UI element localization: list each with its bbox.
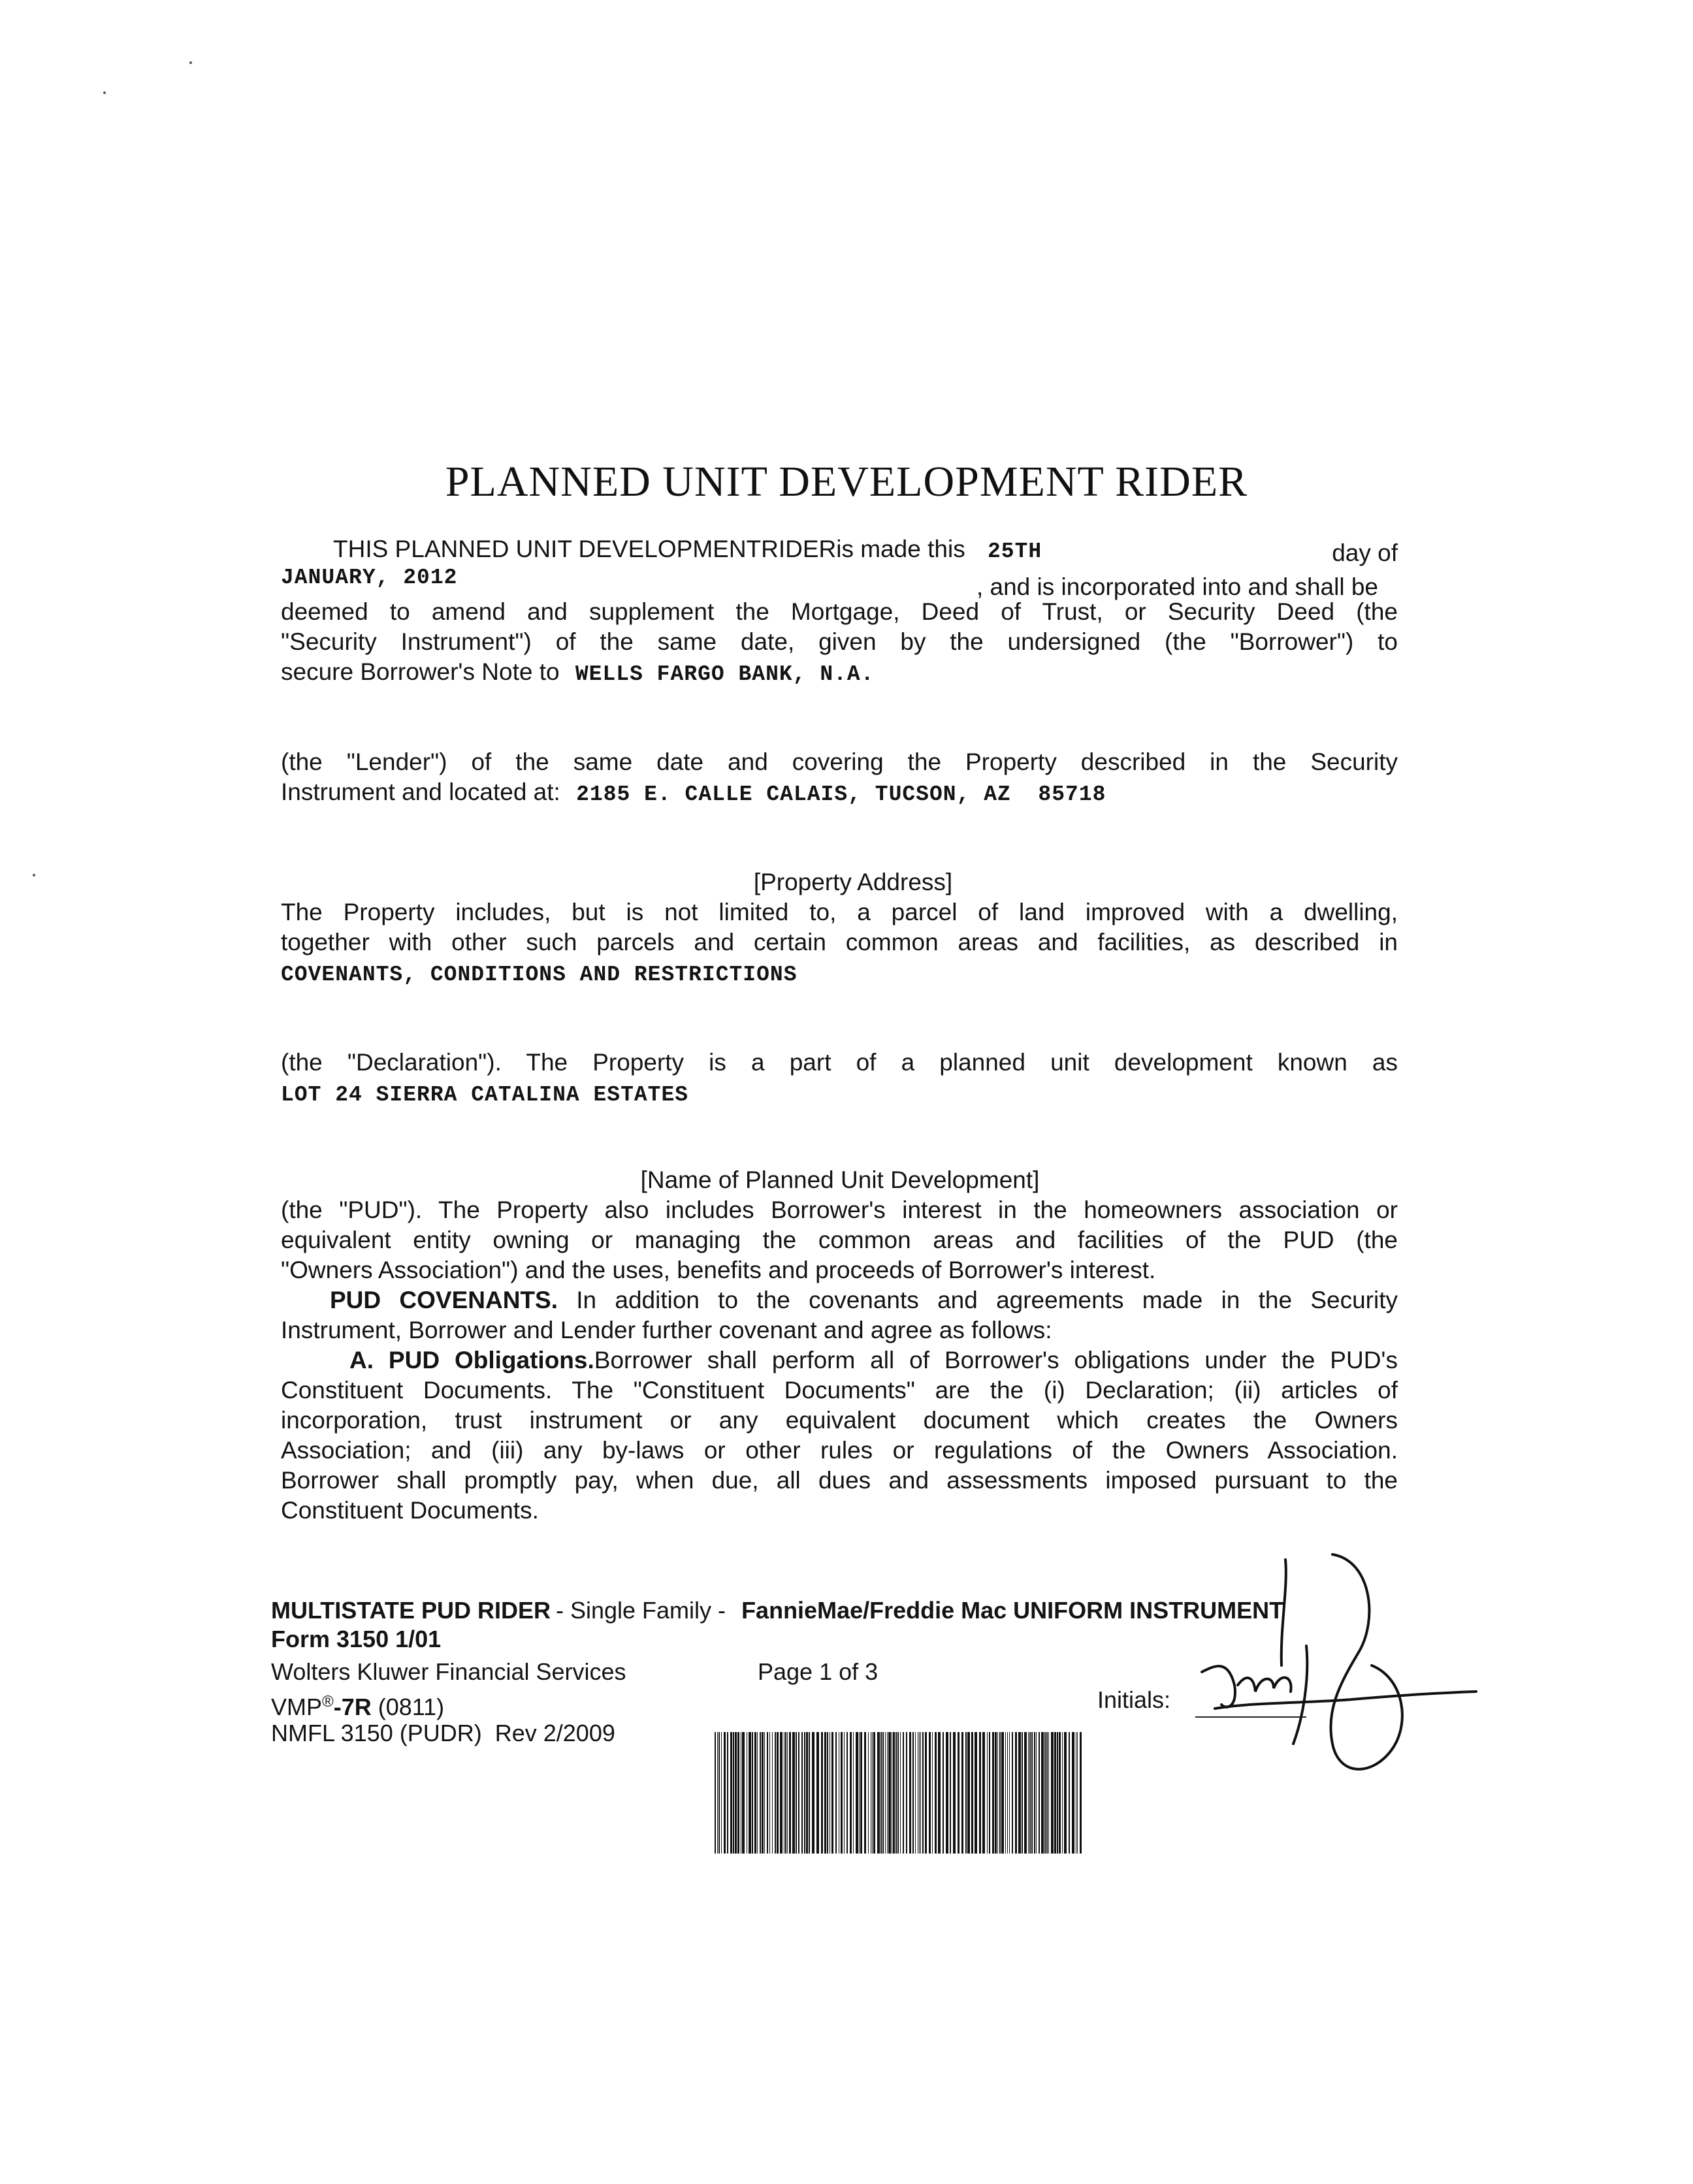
located-at-text: Instrument and located at: (281, 779, 560, 805)
obligations-heading: A. PUD Obligations. (349, 1347, 594, 1373)
barcode-bar (775, 1732, 776, 1854)
barcode-bar (789, 1732, 791, 1854)
barcode-bar (1051, 1732, 1054, 1854)
barcode-bar (841, 1732, 843, 1854)
barcode-bar (995, 1732, 997, 1854)
intro-line-4: "Security Instrument") of the same date, given by the undersigned (the "Borrower") to (281, 628, 1398, 655)
barcode-bar (915, 1732, 916, 1854)
covenants-line-1 (330, 1285, 1398, 1315)
barcode-bar (909, 1732, 911, 1854)
barcode-bar (1054, 1732, 1056, 1854)
barcode-bar (724, 1732, 726, 1854)
barcode-bar (982, 1732, 985, 1854)
barcode-bar (975, 1732, 977, 1854)
incorporated-text: , and is incorporated into and shall be (976, 573, 1378, 600)
declaration-line-1: (the "Declaration"). The Property is a part of a planned unit development known as (281, 1049, 1398, 1076)
barcode-bar (929, 1732, 931, 1854)
form-title-mid: - Single Family - (555, 1597, 726, 1624)
covenants-text: In addition to the covenants and agreements made in the Security (576, 1287, 1398, 1313)
barcode-bar (864, 1732, 866, 1854)
barcode-bar (785, 1732, 786, 1854)
barcode-bar (749, 1732, 751, 1854)
barcode-bar (737, 1732, 739, 1854)
barcode-bar (1028, 1732, 1029, 1854)
barcode-bar (900, 1732, 901, 1854)
barcode-bar (860, 1732, 862, 1854)
barcode-bar (1001, 1732, 1004, 1854)
barcode-bar (1048, 1732, 1049, 1854)
barcode-bar (844, 1732, 845, 1854)
obligations-line-1 (349, 1345, 1398, 1375)
barcode-bar (1069, 1732, 1070, 1854)
barcode-bar (997, 1732, 998, 1854)
barcode-bar (754, 1732, 756, 1854)
pud-name-value: LOT 24 SIERRA CATALINA ESTATES (281, 1083, 689, 1107)
barcode-bar (920, 1732, 921, 1854)
barcode-bar (1041, 1732, 1044, 1854)
barcode-bar (999, 1732, 1001, 1854)
barcode-bar (835, 1732, 837, 1854)
barcode-bar (1031, 1732, 1033, 1854)
barcode-bar (992, 1732, 994, 1854)
barcode-bar (922, 1732, 924, 1854)
barcode-bar (888, 1732, 891, 1854)
pud-name-line (281, 1078, 1398, 1110)
obligations-line-4: Association; and (iii) any by-laws or other rules or regulations of the Owners Association. (281, 1437, 1398, 1464)
barcode-bar (938, 1732, 941, 1854)
nmfl-code: NMFL 3150 (PUDR) Rev 2/2009 (271, 1720, 615, 1746)
intro-text: THIS PLANNED UNIT DEVELOPMENTRIDERis made this (333, 536, 965, 562)
declaration-value-line (281, 957, 1398, 990)
covenants-line-2: Instrument, Borrower and Lender further covenant and agree as follows: (281, 1317, 1052, 1343)
barcode-bar (885, 1732, 886, 1854)
barcode-bar (958, 1732, 959, 1854)
vmp-registered-mark: ® (322, 1693, 334, 1710)
barcode-bar (950, 1732, 951, 1854)
barcode-bar (1077, 1732, 1078, 1854)
barcode-bar (715, 1732, 716, 1854)
barcode-bar (846, 1732, 848, 1854)
form-number: Form 3150 1/01 (271, 1626, 442, 1652)
obligations-text: Borrower shall perform all of Borrower's obligations under the PUD's (594, 1347, 1398, 1373)
barcode-bar (816, 1732, 819, 1854)
lender-line-1: (the "Lender") of the same date and covering the Property described in the Security (281, 748, 1398, 775)
vmp-code: -7R (333, 1694, 372, 1720)
barcode-bar (787, 1732, 788, 1854)
barcode-bar (1044, 1732, 1046, 1854)
barcode-bar (769, 1732, 770, 1854)
vmp-prefix: VMP (271, 1694, 323, 1720)
barcode-bar (767, 1732, 768, 1854)
barcode-bar (850, 1732, 852, 1854)
barcode-bar (809, 1732, 810, 1854)
vmp-suffix: (0811) (371, 1694, 445, 1720)
barcode-bar (721, 1732, 722, 1854)
barcode-bar (717, 1732, 718, 1854)
barcode-bar (1080, 1732, 1082, 1854)
barcode-bar (827, 1732, 828, 1854)
property-address-value: 2185 E. CALLE CALAIS, TUCSON, AZ 85718 (576, 782, 1106, 807)
barcode-bar (877, 1732, 880, 1854)
property-line-1: The Property includes, but is not limited to, a parcel of land improved with a dwelling, (281, 899, 1398, 925)
barcode-bar (821, 1732, 823, 1854)
barcode-bar (1034, 1732, 1035, 1854)
barcode-bar (1057, 1732, 1058, 1854)
barcode-bar (989, 1732, 990, 1854)
form-title-bold-2: FannieMae/Freddie Mac UNIFORM INSTRUMENT (741, 1597, 1284, 1624)
barcode-bar (1039, 1732, 1040, 1854)
pud-line-2: equivalent entity owning or managing the common areas and facilities of the PUD (the (281, 1227, 1398, 1253)
barcode-bar (912, 1732, 914, 1854)
barcode-bar (733, 1732, 734, 1854)
barcode-bar (872, 1732, 873, 1854)
barcode-bar (804, 1732, 805, 1854)
barcode-bar (1072, 1732, 1074, 1854)
property-address-caption: [Property Address] (753, 869, 953, 895)
barcode-bar (965, 1732, 967, 1854)
barcode-bar (1007, 1732, 1008, 1854)
barcode-bar (752, 1732, 753, 1854)
barcode-bar (873, 1732, 875, 1854)
barcode-bar (1036, 1732, 1037, 1854)
barcode-bar (812, 1732, 814, 1854)
barcode-bar (1022, 1732, 1023, 1854)
barcode-bar (801, 1732, 803, 1854)
barcode-bar (742, 1732, 745, 1854)
barcode-bar (1015, 1732, 1017, 1854)
obligations-line-6: Constituent Documents. (281, 1497, 539, 1524)
barcode-bar (880, 1732, 882, 1854)
barcode-bar (856, 1732, 858, 1854)
barcode-bar (1018, 1732, 1021, 1854)
barcode-bar (730, 1732, 732, 1854)
barcode-bar (1064, 1732, 1067, 1854)
barcode-bar (792, 1732, 795, 1854)
barcode-bar (772, 1732, 773, 1854)
barcode-bar (887, 1732, 888, 1854)
barcode-bar (895, 1732, 897, 1854)
barcode-bar (1046, 1732, 1048, 1854)
form-title-bold: MULTISTATE PUD RIDER (271, 1597, 551, 1624)
lender-line-2 (281, 777, 1398, 810)
barcode-bar (979, 1732, 981, 1854)
barcode-bar (859, 1732, 860, 1854)
barcode-bar (1009, 1732, 1010, 1854)
intro-line-3: deemed to amend and supplement the Mortgage, Deed of Trust, or Security Deed (the (281, 598, 1398, 625)
vmp-line (271, 1688, 444, 1722)
pud-line-1: (the "PUD"). The Property also includes Borrower's interest in the homeowners association or (281, 1196, 1398, 1223)
intro-line-2 (281, 560, 1398, 600)
barcode-bar (946, 1732, 948, 1854)
declaration-value: COVENANTS, CONDITIONS AND RESTRICTIONS (281, 963, 798, 987)
barcode-bar (967, 1732, 970, 1854)
handwritten-initials (1176, 1548, 1489, 1796)
pud-line-3: "Owners Association") and the uses, benefits and proceeds of Borrower's interest. (281, 1257, 1156, 1283)
barcode-bar (903, 1732, 904, 1854)
barcode-bar (906, 1732, 907, 1854)
barcode-bar (718, 1732, 720, 1854)
barcode-bar (935, 1732, 937, 1854)
page-number: Page 1 of 3 (758, 1658, 879, 1685)
lender-value: WELLS FARGO BANK, N.A. (575, 662, 875, 686)
barcode-bar (893, 1732, 895, 1854)
barcode-bar (824, 1732, 826, 1854)
scan-speck (103, 91, 106, 94)
form-title-line (271, 1596, 1283, 1625)
barcode-bar (853, 1732, 854, 1854)
initials-label: Initials: (1097, 1686, 1171, 1713)
pud-name-caption: [Name of Planned Unit Development] (640, 1166, 1040, 1193)
barcode-bar (798, 1732, 799, 1854)
barcode-bar (932, 1732, 933, 1854)
barcode-bar (971, 1732, 973, 1854)
barcode-bar (1059, 1732, 1061, 1854)
barcode-bar (760, 1732, 761, 1854)
barcode-bar (764, 1732, 765, 1854)
property-line-2: together with other such parcels and certain common areas and facilities, as described in (281, 929, 1398, 956)
scan-speck (189, 61, 192, 64)
note-to-text: secure Borrower's Note to (281, 658, 560, 685)
day-value: 25TH (987, 539, 1042, 564)
barcode-bar (1012, 1732, 1013, 1854)
barcode-bar (919, 1732, 920, 1854)
barcode-bar (757, 1732, 758, 1854)
intro-line-5 (281, 657, 1398, 690)
obligations-line-5: Borrower shall promptly pay, when due, all dues and assessments imposed pursuant to the (281, 1467, 1398, 1494)
barcode-image (712, 1732, 1084, 1854)
barcode-bar (1005, 1732, 1006, 1854)
barcode-bar (735, 1732, 737, 1854)
month-year-value: JANUARY, 2012 (281, 566, 458, 590)
barcode-bar (762, 1732, 764, 1854)
barcode-bar (868, 1732, 869, 1854)
obligations-line-2: Constituent Documents. The "Constituent Documents" are the (i) Declaration; (ii) articles of (281, 1377, 1398, 1404)
barcode-bar (796, 1732, 797, 1854)
barcode-bar (943, 1732, 944, 1854)
covenants-heading: PUD COVENANTS. (330, 1287, 558, 1313)
barcode-bar (1029, 1732, 1031, 1854)
publisher: Wolters Kluwer Financial Services (271, 1658, 626, 1685)
barcode-bar (897, 1732, 899, 1854)
barcode-bar (882, 1732, 884, 1854)
barcode-bar (987, 1732, 988, 1854)
barcode-bar (806, 1732, 808, 1854)
day-of-text: day of (1332, 539, 1398, 566)
barcode-bar (777, 1732, 779, 1854)
obligations-line-3: incorporation, trust instrument or any equivalent document which creates the Owners (281, 1407, 1398, 1434)
barcode-bar (1062, 1732, 1063, 1854)
barcode-bar (727, 1732, 728, 1854)
barcode-bar (831, 1732, 833, 1854)
document-title: PLANNED UNIT DEVELOPMENT RIDER (445, 458, 1248, 506)
barcode-bar (1024, 1732, 1027, 1854)
barcode-bar (961, 1732, 963, 1854)
barcode-bar (780, 1732, 782, 1854)
barcode-bar (925, 1732, 927, 1854)
barcode-bar (953, 1732, 956, 1854)
